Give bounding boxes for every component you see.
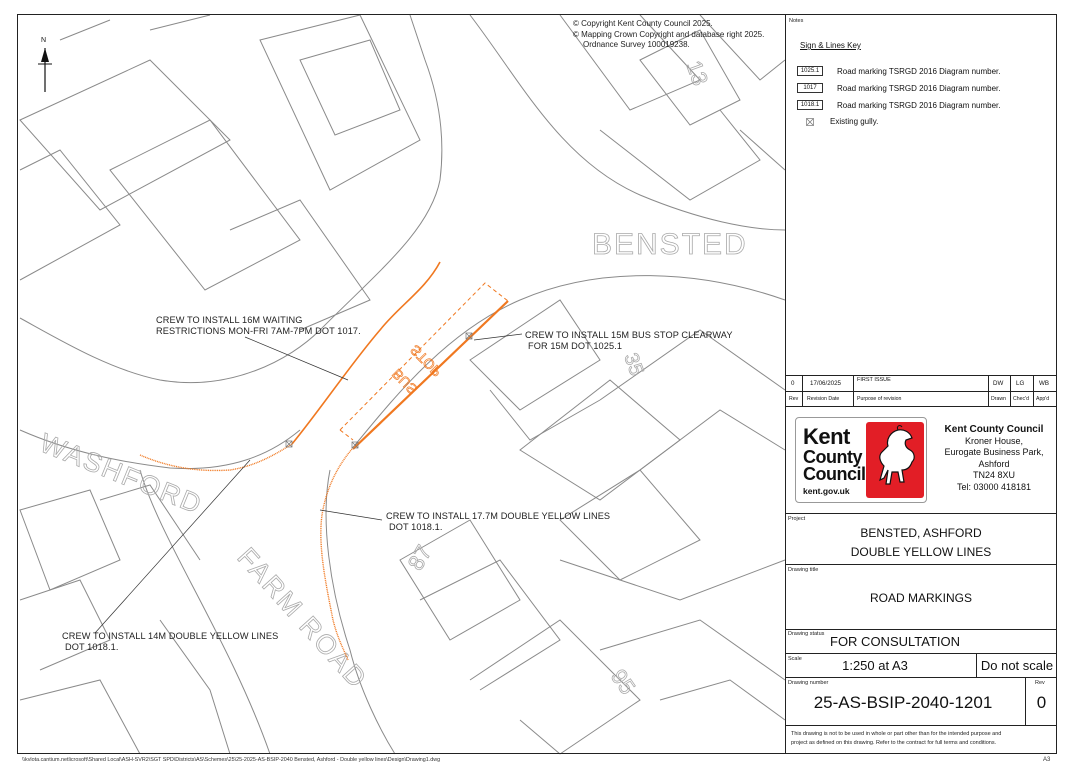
hdr-purpose: Purpose of revision bbox=[857, 396, 902, 402]
hdr-rev: Rev bbox=[789, 396, 799, 402]
north-label: N bbox=[41, 37, 47, 44]
logo-url: kent.gov.uk bbox=[803, 486, 850, 496]
white-horse-icon bbox=[866, 422, 924, 498]
house-number-13: 13 bbox=[681, 57, 714, 89]
key-item-gully bbox=[797, 117, 878, 126]
status-label: Drawing status bbox=[788, 631, 825, 637]
hdr-approved: App'd bbox=[1036, 396, 1050, 402]
key-text: Road marking TSRGD 2016 Diagram number. bbox=[837, 100, 1001, 110]
annotation-dyl-14m bbox=[62, 631, 278, 653]
drawing-title: ROAD MARKINGS bbox=[869, 591, 972, 605]
hdr-date: Revision Date bbox=[807, 396, 840, 402]
annotation-line: RESTRICTIONS MON-FRI 7AM-7PM DOT 1017. bbox=[156, 326, 361, 336]
hdr-drawn: Drawn bbox=[991, 396, 1006, 402]
title-block bbox=[785, 14, 1057, 754]
annotation-line: DOT 1018.1. bbox=[65, 642, 119, 652]
rev-label: Rev bbox=[1035, 680, 1045, 686]
address-name: Kent County Council bbox=[944, 424, 1044, 435]
rev-drawn: DW bbox=[993, 380, 1004, 387]
rev-number: 0 bbox=[791, 380, 795, 387]
logo-word-council: Council bbox=[803, 464, 866, 484]
project-label: Project bbox=[788, 516, 806, 522]
do-not-scale: Do not scale bbox=[980, 658, 1054, 673]
disclaimer-line-2: project as defined on this drawing. Refer to the contract for full terms and conditions. bbox=[791, 740, 997, 746]
logo-word-kent: Kent bbox=[803, 424, 850, 449]
drawing-title-label: Drawing title bbox=[788, 567, 819, 573]
address-tel: Tel: 03000 418181 bbox=[956, 481, 1032, 492]
notes-label: Notes bbox=[789, 18, 804, 24]
disclaimer-line-1: This drawing is not to be used in whole or part other than for the intended purpose and bbox=[791, 731, 1002, 737]
key-title: Sign & Lines Key bbox=[800, 41, 861, 50]
scale-value: 1:250 at A3 bbox=[842, 658, 908, 673]
rev-checked: LG bbox=[1016, 380, 1025, 387]
address-line-2: Eurogate Business Park, bbox=[944, 447, 1044, 457]
rev-date: 17/06/2025 bbox=[810, 380, 841, 387]
logo-word-county: County bbox=[803, 447, 862, 467]
copyright-line-2: © Mapping Crown Copyright and database right 2025. bbox=[573, 29, 765, 39]
project-line-2: DOUBLE YELLOW LINES bbox=[850, 545, 992, 559]
kcc-horse-emblem bbox=[866, 422, 924, 498]
annotation-dyl-17-7m bbox=[386, 511, 610, 533]
house-number-87: 87 bbox=[402, 540, 437, 575]
marking-stop: STOP bbox=[406, 341, 445, 380]
street-label-farm-road: FARM ROAD bbox=[231, 541, 374, 695]
annotation-line: CREW TO INSTALL 15M BUS STOP CLEARWAY bbox=[525, 330, 733, 340]
scale-label: Scale bbox=[788, 656, 802, 662]
drawing-number: 25-AS-BSIP-2040-1201 bbox=[813, 693, 993, 712]
sheet-size: A3 bbox=[1043, 757, 1051, 763]
key-code: 1018.1 bbox=[797, 100, 823, 110]
street-label-bensted: BENSTED bbox=[592, 228, 748, 261]
address-line-4: TN24 8XU bbox=[972, 470, 1016, 480]
file-path: \\kvlota.cantium.netlicrosoft\Shared Local\ASH-SVR2\SGT SPD\Districts\AS\Schemes\25\25-2025-AS-BSIP-2040 Bensted, Ashford - Double yellow lines\Design\Drawing1.dwg bbox=[22, 757, 441, 763]
annotation-line: CREW TO INSTALL 17.7M DOUBLE YELLOW LINES bbox=[386, 511, 611, 521]
copyright-line-3: Ordnance Survey 100019238. bbox=[583, 40, 690, 49]
annotation-line: FOR 15M DOT 1025.1 bbox=[528, 341, 623, 351]
kcc-address bbox=[935, 424, 1053, 493]
marking-bus: BUS bbox=[388, 365, 421, 398]
key-text: Existing gully. bbox=[830, 117, 879, 126]
annotation-line: CREW TO INSTALL 14M DOUBLE YELLOW LINES bbox=[62, 631, 279, 641]
copyright-notice bbox=[573, 19, 764, 51]
house-number-35: 35 bbox=[619, 350, 648, 379]
house-number-95: 95 bbox=[605, 664, 641, 699]
key-text: Road marking TSRGD 2016 Diagram number. bbox=[837, 83, 1001, 93]
rev-approved: WB bbox=[1039, 380, 1049, 387]
annotation-line: DOT 1018.1. bbox=[389, 522, 443, 532]
kcc-logo bbox=[795, 417, 927, 503]
annotation-line: CREW TO INSTALL 16M WAITING bbox=[156, 315, 303, 325]
copyright-line-1: © Copyright Kent County Council 2025. bbox=[573, 19, 713, 28]
gully-icon bbox=[806, 118, 814, 126]
drawing-number-label: Drawing number bbox=[788, 680, 829, 686]
key-code: 1025.1 bbox=[797, 66, 823, 76]
rev-purpose: FIRST ISSUE bbox=[857, 377, 891, 383]
annotation-bus-stop-clearway bbox=[525, 330, 733, 352]
key-item-1017 bbox=[797, 83, 1000, 93]
annotation-waiting-restrictions bbox=[156, 315, 361, 337]
rev-value: 0 bbox=[1036, 693, 1047, 712]
drawing-status: FOR CONSULTATION bbox=[830, 634, 960, 649]
key-text: Road marking TSRGD 2016 Diagram number. bbox=[837, 66, 1001, 76]
key-item-1025 bbox=[797, 66, 1000, 76]
address-line-3: Ashford bbox=[978, 458, 1010, 469]
key-code: 1017 bbox=[797, 83, 823, 93]
street-label-washford: WASHFORD bbox=[35, 427, 207, 521]
project-line-1: BENSTED, ASHFORD bbox=[860, 526, 982, 540]
address-line-1: Kroner House, bbox=[964, 435, 1024, 446]
key-item-1018 bbox=[797, 100, 1000, 110]
hdr-checked: Chec'd bbox=[1013, 396, 1029, 402]
